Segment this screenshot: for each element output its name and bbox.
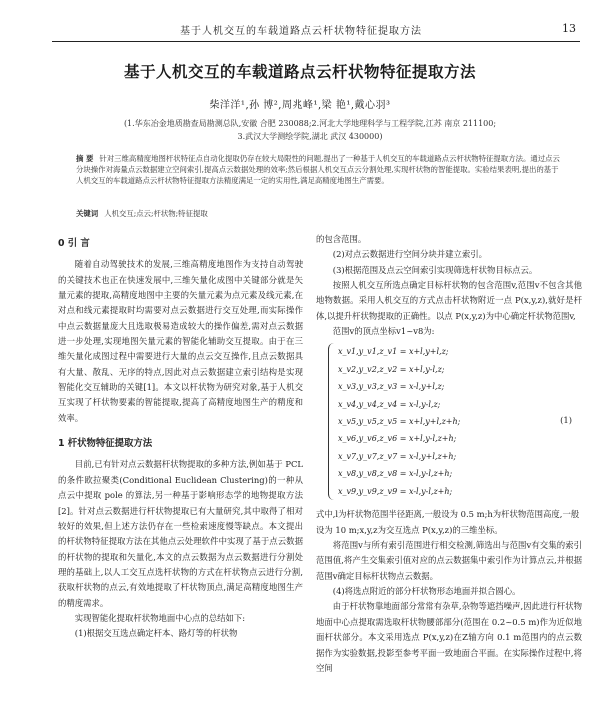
paragraph: (2)对点云数据进行空间分块并建立索引。 [332,249,488,260]
paragraph: 将范围v与所有索引范围进行相交检测,筛选出与范围v有交集的索引范围值,将产生交集索引值对应的点云数据集中索引作为计算点云,并根据范围v确定目标杆状物点云数据。 [316,540,582,581]
equation-line: x_v5,y_v5,z_v5 = x+l,y+l,z+h; [338,417,461,427]
equation-1 [316,343,582,503]
paragraph: (3)根据范围及点云空间索引实现筛选杆状物目标点云。 [332,264,538,275]
equation-line: x_v7,y_v7,z_v7 = x-l,y+l,z+h; [338,451,457,461]
abstract-text: 针对三维高精度地图杆状特征点自动化提取仍存在较大局限性的问题,提出了一种基于人机交互的车载道路点云杆状物特征提取方法。通过点云分块操作对海量点云数据建立空间索引,提高点云数据处理的效率;然后根据人机交互点云分割处理,实现杆状物的智能提取。实验结果表明,提出的基于人机交互的车载道路点云杆状物特征提取方法精度满足一定的实用性,满足高精度地图生产需要。 [76,154,560,185]
equation-line: x_v3,y_v3,z_v3 = x-l,y+l,z; [338,382,445,392]
equation-line: x_v9,y_v9,z_v9 = x-l,y-l,z+h; [338,486,453,496]
affiliation-line-1: (1.华东冶金地质勘查局勘测总队,安徽 合肥 230088;2.河北大学地理科学与工程学院,江苏 南京 211100; [123,119,497,128]
paragraph: 目前,已有针对点云数据杆状物提取的多种方法,例如基于 PCL 的条件欧拉聚类(Conditional Euclidean Clustering)的一种从点云中提取 pole 的算法,另一种基于影响形态学的地物提取方法[2]。针对点云数据进行杆状物提取已有大量研究,其中取得了相对较好的效果,但上述方法仍存在一些检索速度慢等缺点。本文提出的杆状物特征提取方法在其他点云处理软件中实现了基于点云数据的杆状物的提取和矢量化,本文的点云数据为点云数据进行分割处理的基础上,以人工交互点选杆状物的方式在杆状物点云进行分割,获取杆状物的点云,有效地提取了杆状物顶点,满足高精度地图生产的精度需求。 [58,459,303,608]
section-heading-introduction: 0 引 言 [58,238,90,249]
section-heading-method: 1 杆状物特征提取方法 [58,438,153,450]
author-list: 柴洋洋¹,孙 博²,周兆峰¹,梁 艳¹,戴心羽³ [209,100,391,111]
abstract [76,153,562,186]
left-column [58,226,303,642]
equation-lines [338,343,528,500]
equation-line: x_v2,y_v2,z_v2 = x+l,y-l,z; [338,364,445,374]
abstract-label: 摘 要 [76,154,94,163]
equation-brace [328,343,337,500]
paragraph: 范围v的顶点坐标v1~v8为: [332,326,435,337]
header-rule [52,41,580,42]
running-title: 基于人机交互的车载道路点云杆状物特征提取方法 [180,26,422,37]
equation-line: x_v1,y_v1,z_v1 = x+l,y+l,z; [338,347,449,357]
running-head [50,20,590,38]
paragraph: 的包含范围。 [316,234,367,244]
page-number: 13 [562,22,576,35]
keywords [76,208,562,219]
equation-line: x_v6,y_v6,z_v6 = x+l,y-l,z+h; [338,434,457,444]
equation-line: x_v4,y_v4,z_v4 = x-l,y-l,z; [338,399,441,409]
paragraph: (1)根据交互选点确定杆本、路灯等的杆状物 [74,628,238,639]
paper-title: 基于人机交互的车载道路点云杆状物特征提取方法 [123,63,476,81]
paragraph: 按照人机交互所选点确定目标杆状物的包含范围v,范围v不包含其他地物数据。采用人机交互的方式点击杆状物附近一点 P(x,y,z),就好是杆体,以提升杆状物提取的正确性。以点 P(x,y,z)为中心确定杆状物范围v, [316,280,582,321]
paragraph: 式中,l为杆状物范围半径距离,一般设为 0.5 m;h为杆状物范围高度,一般设为 10 m;x,y,z为交互选点 P(x,y,z)的三维坐标。 [316,509,580,535]
keywords-label: 关键词 [76,209,99,218]
paragraph: 由于杆状物靠地面部分常常有杂草,杂物等遮挡噪声,因此进行杆状物地面中心点提取需选取杆状物腰部部分(范围在 0.2~0.5 m)作为近似地面杆状部分。本文采用选点 P(x,y,z)在Z轴方向 0.1 m范围内的点云数据作为实验数据,投影至参考平面一致地面合平面。在实际操作过程中,将空间 [316,601,582,673]
equation-number: (1) [560,415,572,426]
equation-line: x_v8,y_v8,z_v8 = x-l,y-l,z+h; [338,469,453,479]
affiliation-line-2: 3.武汉大学测绘学院,湖北 武汉 430000) [237,132,383,141]
paragraph: 随着自动驾驶技术的发展,三维高精度地图作为支持自动驾驶的关键技术也正在快速发展中,三维矢量化成图中关键部分就是矢量元素的提取,高精度地图中主要的矢量元素为点元素及线元素,在对点和线元素提取时均需要对点云数据进行交互处理,而实际操作中点云数据量庞大且选取极易造成较大的操作偏差,需对点云数据进一步处理,实现地图矢量元素的智能化辅助交互提取。由于在三维矢量化成图过程中需要进行大量的点云交互操作,且点云数据具有大量、散乱、无序的特点,因此对点云数据建立索引结构是实现智能化交互辅助的关键[1]。本文以杆状物为研究对象,基于人机交互实现了杆状物要素的智能提取,提高了高精度地图生产的精度和效率。 [58,259,303,423]
keywords-text: 人机交互;点云;杆状物;特征提取 [104,209,208,218]
paragraph: (4)将选点附近的部分杆状物形态地面并拟合圆心。 [332,586,521,597]
right-column [316,232,582,676]
paragraph: 实现智能化提取杆状物地面中心点的总结如下: [74,612,246,623]
